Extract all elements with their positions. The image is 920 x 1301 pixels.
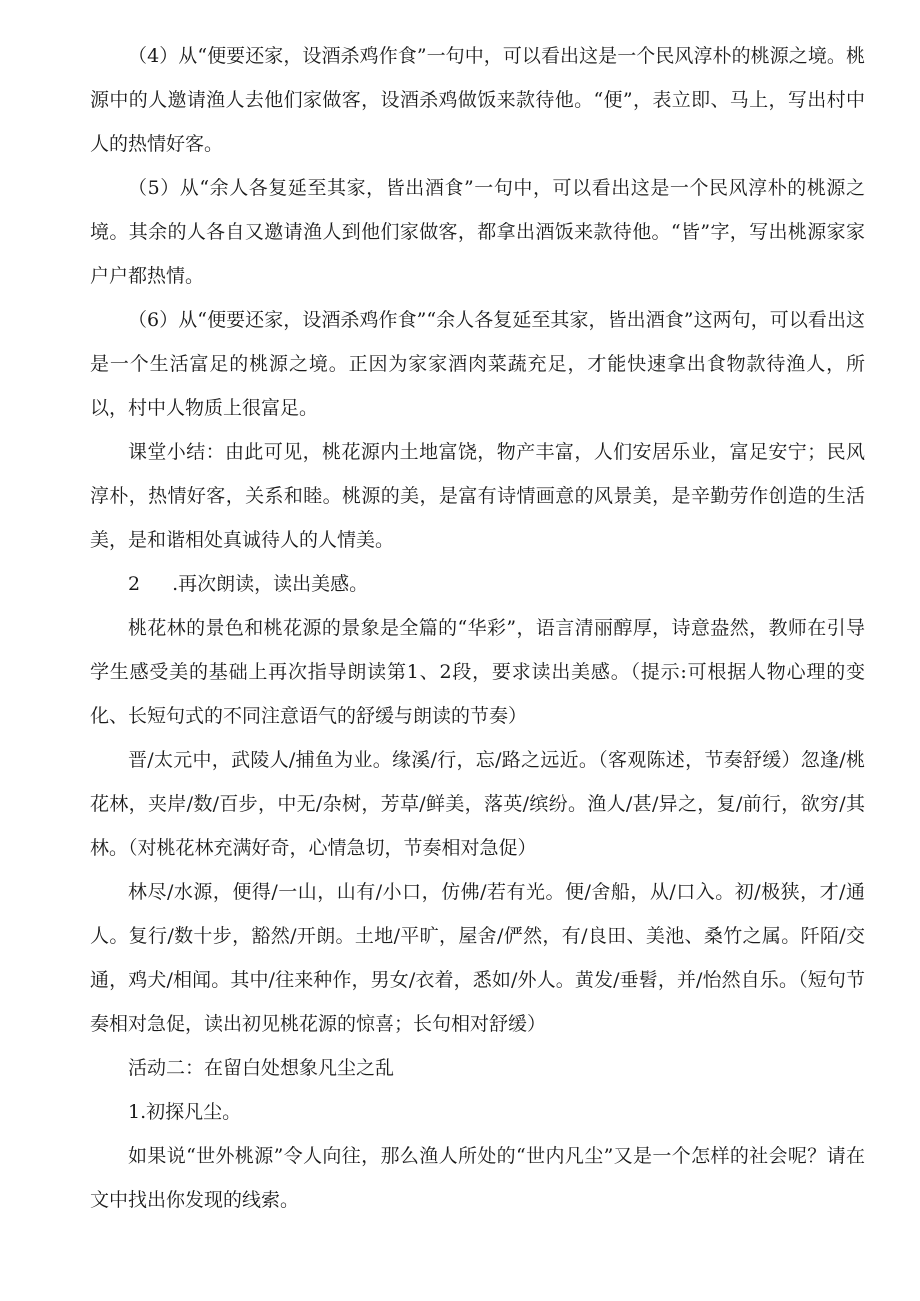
activity-2-heading: 活动二：在留白处想象凡尘之乱 — [128, 1057, 395, 1079]
paragraph-reading-guide: 桃花林的景色和桃花源的景象是全篇的“华彩”，语言清丽醇厚，诗意盎然，教师在引导学生感受美的基础上再次指导朗读第1、2段，要求读出美感。（提示:可根据人物心理的变化、长短句式的不同注意语气的舒缓与朗读的节奏） — [90, 617, 865, 727]
paragraph-point-4: （4）从“便要还家，设酒杀鸡作食”一句中，可以看出这是一个民风淳朴的桃源之境。桃源中的人邀请渔人去他们家做客，设酒杀鸡做饭来款待他。“便”，表立即、马上，写出村中人的热情好客。 — [90, 45, 865, 155]
paragraph-question: 如果说“世外桃源”令人向往，那么渔人所处的“世内凡尘”又是一个怎样的社会呢？请在文中找出你发现的线索。 — [90, 1145, 865, 1211]
step-1-heading: 1.初探凡尘。 — [128, 1101, 242, 1123]
step-2-number: 2 — [128, 573, 141, 595]
paragraph-text-excerpt-2: 林尽/水源，便得/一山，山有/小口，仿佛/若有光。便/舍船，从/口入。初/极狭，才/通人。复行/数十步，豁然/开朗。土地/平旷，屋舍/俨然，有/良田、美池、桑竹之属。阡陌/交通，鸡犬/相闻。其中/往来种作，男女/衣着，悉如/外人。黄发/垂髫，并/怡然自乐。（短句节奏相对急促，读出初见桃花源的惊喜；长句相对舒缓） — [90, 881, 865, 1035]
paragraph-text-excerpt-1: 晋/太元中，武陵人/捕鱼为业。缘溪/行，忘/路之远近。（客观陈述，节奏舒缓）忽逢/桃花林，夹岸/数/百步，中无/杂树，芳草/鲜美，落英/缤纷。渔人/甚/异之，复/前行，欲穷/其林。（对桃花林充满好奇，心情急切，节奏相对急促） — [90, 749, 865, 859]
paragraph-point-5: （5）从“余人各复延至其家，皆出酒食”一句中，可以看出这是一个民风淳朴的桃源之境。其余的人各自又邀请渔人到他们家做客，都拿出酒饭来款待他。“皆”字，写出桃源家家户户都热情。 — [90, 177, 865, 287]
paragraph-point-6: （6）从“便要还家，设酒杀鸡作食”“余人各复延至其家，皆出酒食”这两句，可以看出这是一个生活富足的桃源之境。正因为家家酒肉菜蔬充足，才能快速拿出食物款待渔人，所以，村中人物质上很富足。 — [90, 309, 865, 419]
step-2-text: .再次朗读，读出美感。 — [172, 573, 369, 595]
paragraph-class-summary: 课堂小结：由此可见，桃花源内土地富饶，物产丰富，人们安居乐业，富足安宁；民风淳朴，热情好客，关系和睦。桃源的美，是富有诗情画意的风景美，是辛勤劳作创造的生活美，是和谐相处真诚待人的人情美。 — [90, 441, 865, 551]
step-2-heading — [90, 562, 865, 606]
document-page — [90, 34, 865, 1222]
